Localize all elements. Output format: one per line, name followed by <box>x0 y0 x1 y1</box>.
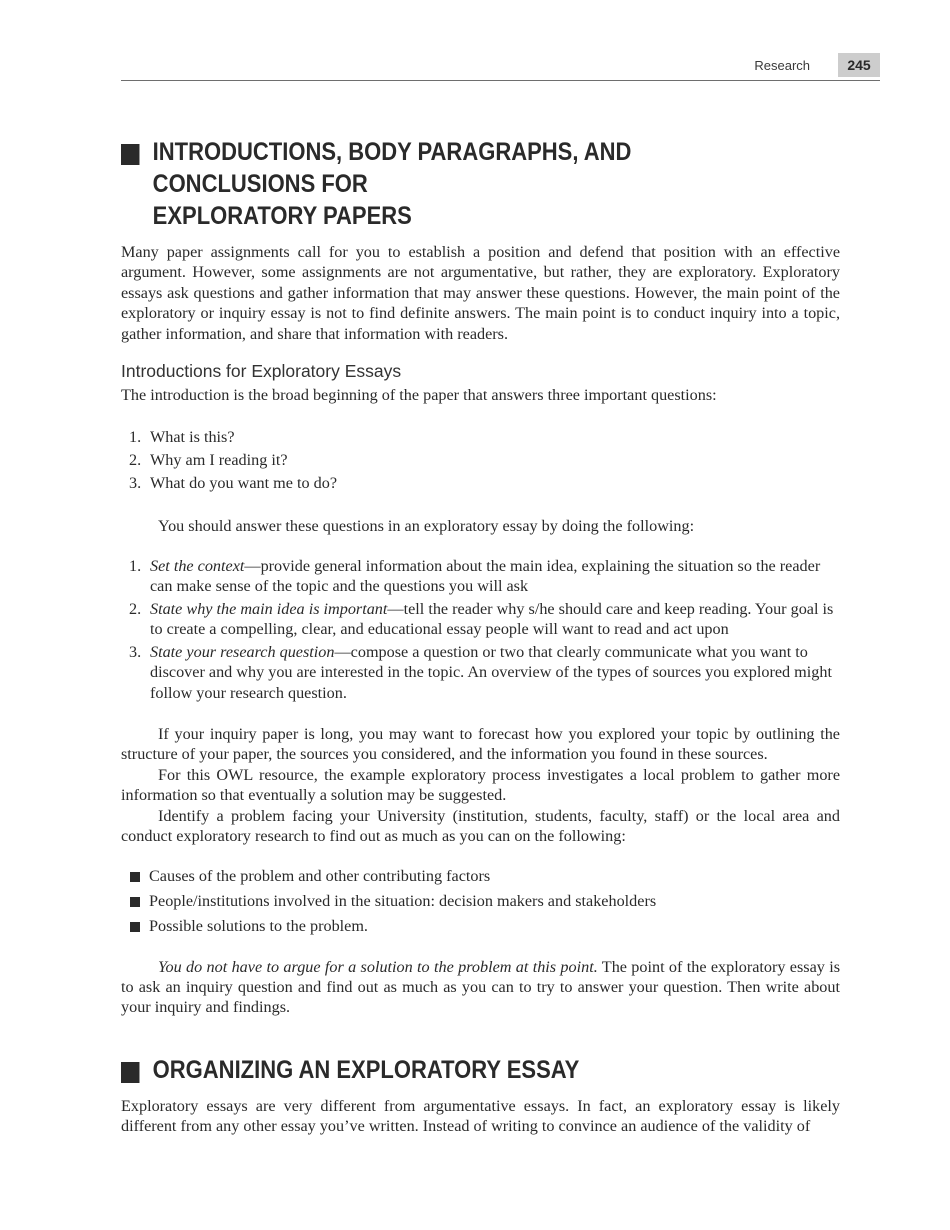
step-term: State your research question <box>150 642 335 661</box>
list-item: 1. What is this? <box>129 428 235 447</box>
list-item: 1. Set the context—provide general information about the main idea, explaining the situation so the reader can make sense of the topic and the questions you will ask <box>129 557 821 596</box>
section-heading-organizing <box>121 1054 754 1086</box>
answer-intro-paragraph: You should answer these questions in an exploratory essay by doing the following: <box>158 516 695 535</box>
section-heading-introductions <box>121 136 754 232</box>
list-item: Possible solutions to the problem. <box>121 916 840 936</box>
closing-italic: You do not have to argue for a solution to the problem at this point. <box>158 957 598 976</box>
heading-line-1: INTRODUCTIONS, BODY PARAGRAPHS, AND CONCLUSIONS FOR <box>152 138 632 198</box>
header-section-title: Research <box>754 58 810 73</box>
factors-list <box>121 866 840 936</box>
subheading-intro-paragraph: The introduction is the broad beginning of the paper that answers three important questions: <box>121 386 717 405</box>
steps-list <box>121 556 840 703</box>
identify-paragraph: Identify a problem facing your University (institution, students, faculty, staff) or the local area and conduct exploratory research to find out as much as you can on the following: <box>121 806 840 845</box>
organizing-paragraph: Exploratory essays are very different from argumentative essays. In fact, an exploratory essay is likely different from any other essay you’ve written. Instead of writing to convince an audience of the validity of <box>121 1096 840 1136</box>
heading-square-icon <box>121 144 139 165</box>
heading-line-2: EXPLORATORY PAPERS <box>152 202 412 230</box>
bullet-square-icon <box>130 922 140 932</box>
step-term: State why the main idea is important <box>150 599 388 618</box>
bullet-square-icon <box>130 897 140 907</box>
list-item: Causes of the problem and other contributing factors <box>121 866 840 886</box>
list-item: 2. State why the main idea is important—tell the reader why s/he should care and keep reading. Your goal is to create a compelling, clear, and educational essay people will want to read and act upon <box>129 599 834 639</box>
heading-line-1: ORGANIZING AN EXPLORATORY ESSAY <box>152 1055 580 1084</box>
heading-square-icon <box>121 1062 139 1083</box>
list-item: People/institutions involved in the situation: decision makers and stakeholders <box>121 891 840 911</box>
step-term: Set the context <box>150 557 245 576</box>
owl-paragraph: For this OWL resource, the example exploratory process investigates a local problem to gather more information so that eventually a solution may be suggested. <box>121 765 840 805</box>
intro-paragraph: Many paper assignments call for you to establish a position and defend that position with an effective argument. However, some assignments are not argumentative, but rather, they are exploratory. Exploratory essays ask questions and gather information that may answer these questions. However, the main point of the exploratory or inquiry essay is not to find definite answers. The main point is to conduct inquiry into a topic, gather information, and share that information with readers. <box>121 243 840 343</box>
questions-list <box>121 427 840 493</box>
list-item: 2. Why am I reading it? <box>129 451 288 470</box>
subheading-introductions: Introductions for Exploratory Essays <box>121 361 402 382</box>
running-header <box>121 53 880 81</box>
list-item: 3. State your research question—compose a question or two that clearly communicate what you want to discover and why you are interested in the topic. An overview of the types of sources you explored might follow your research question. <box>129 642 832 702</box>
closing-text: The point of the exploratory essay is to ask an inquiry question and find out as much as you can to try to answer your question. Then write about your inquiry and findings. <box>121 957 840 1017</box>
closing-paragraph <box>121 957 840 1018</box>
list-item: 3. What do you want me to do? <box>129 474 338 493</box>
bullet-square-icon <box>130 872 140 882</box>
forecast-paragraph: If your inquiry paper is long, you may want to forecast how you explored your topic by outlining the structure of your paper, the sources you considered, and the information you found in these sources. <box>121 724 840 764</box>
page-number: 245 <box>838 53 880 77</box>
page-body <box>121 136 840 1137</box>
